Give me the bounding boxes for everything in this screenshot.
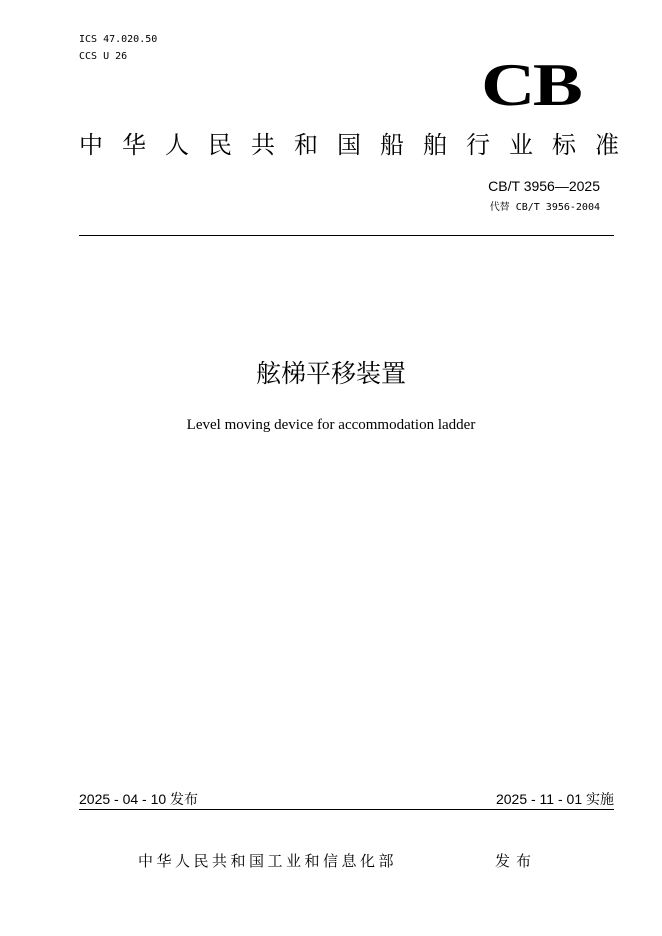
issuer-title-char: 舶 xyxy=(423,131,447,159)
issuer-title-char: 业 xyxy=(509,131,533,159)
issuing-ministry: 中华人民共和国工业和信息化部 xyxy=(138,852,398,870)
issuer-title-char: 民 xyxy=(208,131,232,159)
ccs-code: CCS U 26 xyxy=(79,51,128,62)
standard-number: CB/T 3956—2025 xyxy=(488,178,600,194)
publication-date: 2025 - 04 - 10 发布 xyxy=(79,791,199,807)
implementation-date: 2025 - 11 - 01 实施 xyxy=(495,791,614,807)
header-divider xyxy=(79,235,614,236)
ics-code: ICS 47.020.50 xyxy=(79,34,158,45)
issuer-title-char: 共 xyxy=(251,131,275,159)
issuer-title-char: 和 xyxy=(294,131,318,159)
publish-label: 发布 xyxy=(495,852,538,870)
issuer-title-char: 行 xyxy=(466,131,490,159)
issuer-title-char: 标 xyxy=(552,131,576,159)
replaces-standard: 代替 CB/T 3956-2004 xyxy=(489,202,600,213)
issuer-title-char: 中 xyxy=(79,131,103,159)
document-title-chinese: 舷梯平移装置 xyxy=(255,359,406,388)
document-title-english: Level moving device for accommodation ladder xyxy=(186,417,476,433)
issuer-title-char: 船 xyxy=(380,131,404,159)
issuer-standard-title xyxy=(79,128,619,162)
footer-divider xyxy=(79,809,614,810)
issuer-title-char: 国 xyxy=(337,131,361,159)
issuer-title-char: 人 xyxy=(165,131,189,159)
issuer-title-char: 华 xyxy=(122,131,146,159)
issuer-title-char: 准 xyxy=(595,131,619,159)
cb-logo: CB xyxy=(480,52,580,118)
